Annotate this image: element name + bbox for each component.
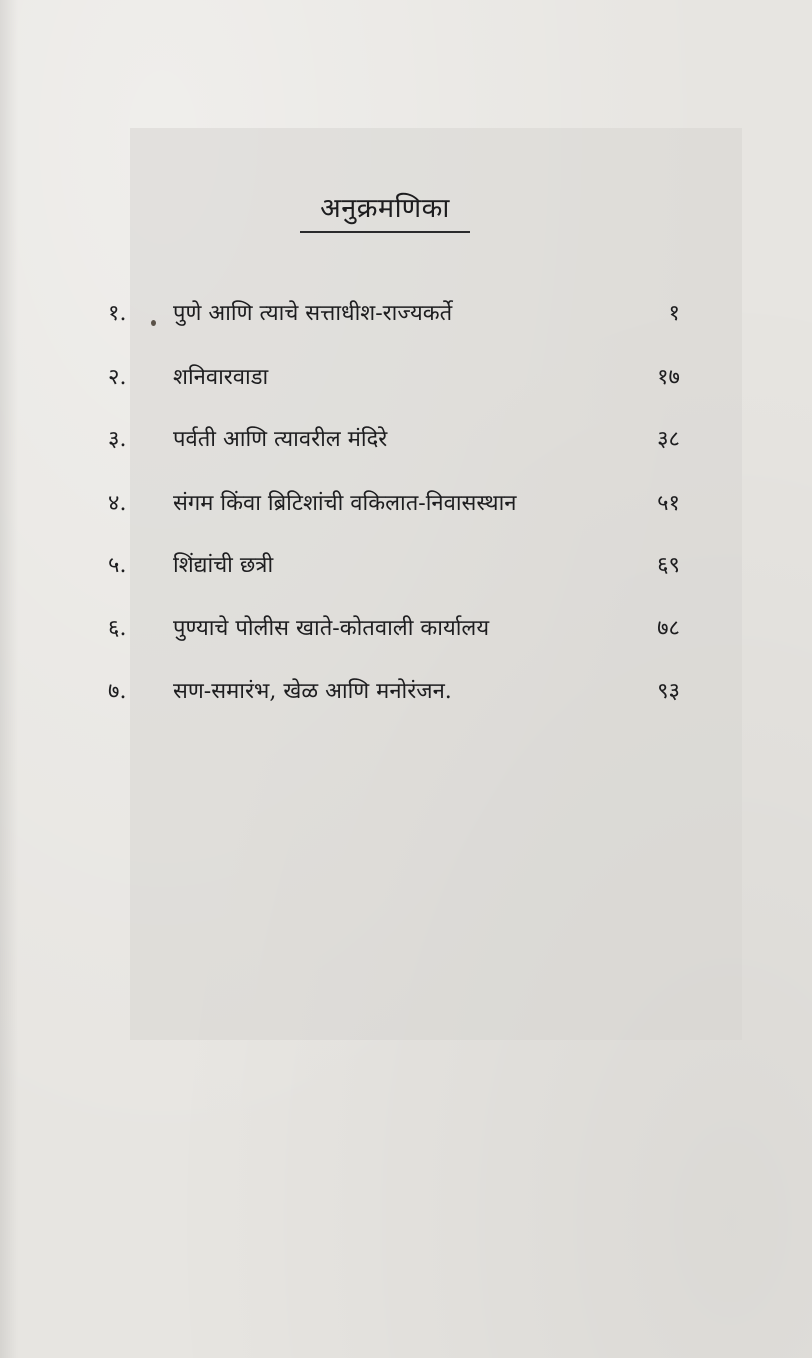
toc-entry-page: १ [668,301,680,326]
toc-entry-number: ५. [108,553,127,578]
toc-entry-number: ४. [108,491,127,516]
toc-entry-title: सण-समारंभ, खेळ आणि मनोरंजन. [173,679,452,704]
toc-entry [100,423,690,463]
toc-entry [100,612,690,652]
page-edge-shadow [0,0,18,1358]
toc-entry [100,361,690,401]
toc-entry [100,297,690,337]
toc-entry-number: ६. [108,616,127,641]
toc-entry-title: संगम किंवा ब्रिटिशांची वकिलात-निवासस्थान [173,491,517,516]
toc-entry [100,675,690,715]
toc-entry-page: ५१ [657,491,680,516]
toc-entry-number: २. [108,365,127,390]
toc-entry-title: पुण्याचे पोलीस खाते-कोतवाली कार्यालय [173,616,490,641]
toc-entry-number: ३. [108,427,127,452]
toc-entry-page: १७ [657,365,680,390]
toc-entry-page: ९३ [657,679,680,704]
toc-title: अनुक्रमणिका [300,188,470,233]
toc-entry [100,487,690,527]
toc-entry-title: शनिवारवाडा [173,365,269,390]
toc-entry-title: पर्वती आणि त्यावरील मंदिरे [173,427,388,452]
toc-entry [100,549,690,589]
toc-entry-page: ७८ [657,616,680,641]
toc-entry-number: १. [108,301,127,326]
toc-entry-page: ३८ [657,427,680,452]
toc-entry-page: ६९ [657,553,680,578]
toc-entry-title: पुणे आणि त्याचे सत्ताधीश-राज्यकर्ते [173,301,453,326]
toc-entry-number: ७. [108,679,127,704]
toc-entry-title: शिंद्यांची छत्री [173,553,274,578]
